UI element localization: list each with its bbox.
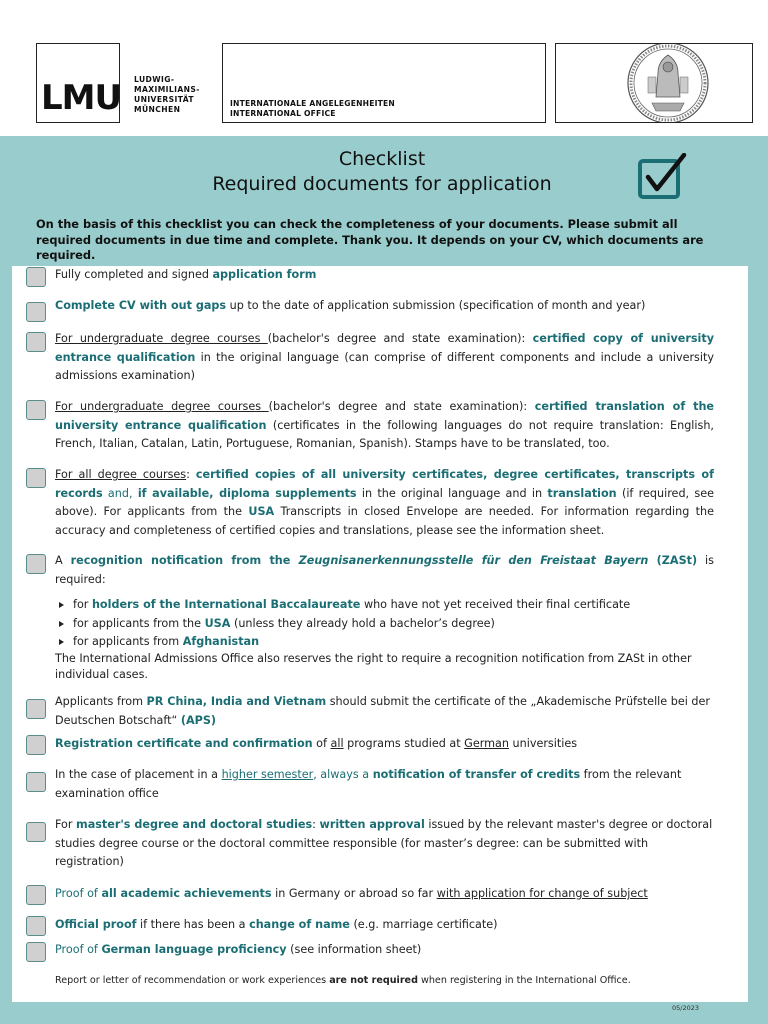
page-subtitle: Required documents for application <box>212 173 552 195</box>
text: (bachelor's degree and state examination): <box>267 332 533 345</box>
office-name-en: INTERNATIONAL OFFICE <box>230 109 336 118</box>
highlight: notification of transfer of credits <box>372 768 581 781</box>
text: (bachelor's degree and state examination): <box>268 400 535 413</box>
highlight: (APS) <box>180 713 217 727</box>
item-text <box>55 885 714 904</box>
text: who have not yet received their final certificate <box>360 598 631 611</box>
highlight: Zeugnisanerkennungsstelle für den Freistaat Bayern <box>298 554 649 567</box>
highlight: recognition notification from the <box>70 554 299 567</box>
highlight: German language proficiency <box>101 943 287 956</box>
list-item <box>55 633 725 652</box>
checkbox[interactable] <box>26 267 46 287</box>
highlight: if available, diploma supplements <box>137 486 357 500</box>
highlight: Afghanistan <box>182 635 260 648</box>
highlight: translation <box>547 486 617 500</box>
zast-note: The International Admissions Office also reserves the right to require a recognition notification from ZASt in other individual cases. <box>55 652 692 681</box>
checkbox[interactable] <box>26 332 46 352</box>
list-item <box>55 615 725 634</box>
highlight: certified copy of university entrance qualification <box>55 332 715 364</box>
lmu-logo-box <box>36 43 120 123</box>
item-text <box>55 330 714 386</box>
text: for applicants from <box>73 635 183 648</box>
office-name-de: INTERNATIONALE ANGELEGENHEITEN <box>230 99 395 108</box>
highlight: certified translation of the university entrance qualification <box>55 400 714 432</box>
text: Applicants from <box>55 695 147 708</box>
checkbox[interactable] <box>26 942 46 962</box>
page-title: Checklist <box>338 148 426 170</box>
university-seal-icon <box>626 43 710 123</box>
zast-bullet-list <box>55 596 725 652</box>
text: Proof of <box>55 943 102 956</box>
text: (see information sheet) <box>286 943 422 956</box>
highlight: Complete CV with out gaps <box>55 299 227 312</box>
text: For all degree courses <box>55 468 187 481</box>
text: A <box>55 554 71 567</box>
item-text <box>55 552 714 589</box>
highlight: change of name <box>249 918 350 931</box>
item-text <box>55 266 714 285</box>
item-text <box>55 297 714 316</box>
checkbox[interactable] <box>26 468 46 488</box>
highlight: PR China, India and Vietnam <box>146 695 327 708</box>
emphasis: are not required <box>329 975 418 986</box>
text: (certificates in the following languages do not require translation: English, French, Italian, Catalan, Latin, Portuguese, Romanian, Spanish). Stamps have to be translated, too. <box>55 418 714 450</box>
text: , always a <box>313 768 373 781</box>
text: (e.g. marriage certificate) <box>349 918 498 931</box>
item-text <box>55 941 714 960</box>
checkbox[interactable] <box>26 554 46 574</box>
checkbox[interactable] <box>26 885 46 905</box>
highlight: written approval <box>319 818 425 831</box>
text: should submit the certificate of the „Akademische Prüfstelle bei der Deutschen Botschaft“ <box>55 695 710 727</box>
office-box <box>222 43 546 123</box>
checkbox[interactable] <box>26 916 46 936</box>
checkbox[interactable] <box>26 699 46 719</box>
checkbox[interactable] <box>26 735 46 755</box>
text: all <box>330 737 344 750</box>
checkbox[interactable] <box>26 772 46 792</box>
text: is required: <box>55 554 714 586</box>
text: from the relevant examination office <box>55 768 682 800</box>
text: up to the date of application submission (specification of month and year) <box>226 299 646 312</box>
university-name-box <box>124 43 218 123</box>
highlight: (ZASt) <box>648 554 698 567</box>
text: For <box>55 818 77 831</box>
intro-text: On the basis of this checklist you can check the completeness of your documents. Please submit all required documents in due time and complete. Thank you. It depends on your CV, which documents are required. <box>36 217 704 262</box>
text: for applicants from the <box>73 616 205 630</box>
item-text <box>55 735 714 754</box>
text: universities <box>508 737 578 750</box>
text: For undergraduate degree courses <box>55 332 268 345</box>
text: German <box>464 737 509 750</box>
text: (unless they already hold a bachelor’s degree) <box>230 616 495 630</box>
seal-box <box>555 43 753 123</box>
document-date: 05/2023 <box>672 1004 700 1012</box>
text: of <box>312 737 331 750</box>
highlight: USA <box>204 616 231 630</box>
text: Transcripts in closed Envelope are needed. For information regarding the accuracy and completeness of certified copies and translations, please see the information sheet. <box>55 505 714 537</box>
page-header <box>0 0 768 136</box>
item-text <box>55 398 714 454</box>
text: For undergraduate degree courses <box>55 400 269 413</box>
text: programs studied at <box>343 737 465 750</box>
item-text <box>55 816 714 872</box>
checked-box-icon <box>638 153 690 201</box>
text: In the case of placement in a <box>55 768 222 781</box>
lmu-logo: LMU <box>41 78 122 118</box>
text: and, <box>102 486 138 500</box>
highlight: Registration certificate and confirmation <box>55 737 313 750</box>
text: if there has been a <box>136 918 250 931</box>
text: in Germany or abroad so far <box>271 887 437 900</box>
item-text <box>55 916 714 935</box>
highlight: Official proof <box>55 918 137 931</box>
highlight: USA <box>248 505 275 518</box>
highlight: certified copies of all university certificates, degree certificates, transcripts of records <box>55 468 714 500</box>
text: when registering in the International Office. <box>417 975 631 986</box>
text: in the original language and in <box>356 486 548 500</box>
checkbox[interactable] <box>26 302 46 322</box>
text: : <box>312 818 320 831</box>
text: Fully completed and signed <box>55 268 213 281</box>
highlight: application form <box>212 268 317 281</box>
text: Proof of <box>55 887 102 900</box>
highlight: master's degree and doctoral studies <box>76 818 313 831</box>
highlight: all academic achievements <box>101 887 272 900</box>
text: (if required, see above). For applicants from the <box>55 486 714 518</box>
item-text <box>55 693 714 730</box>
highlight: holders of the International Baccalaureate <box>91 598 361 611</box>
item-text <box>55 766 714 803</box>
highlight-link: higher semester <box>221 768 314 781</box>
text: in the original language (can comprise of different components and include a university admissions examination) <box>55 350 714 382</box>
checkbox[interactable] <box>26 822 46 842</box>
item-text <box>55 466 714 540</box>
university-name: LUDWIG- MAXIMILIANS- UNIVERSITÄT MÜNCHEN <box>134 75 200 114</box>
text: issued by the relevant master's degree or doctoral studies degree course or the doctoral committee responsible (for master’s degree: can be submitted with registration) <box>55 818 713 868</box>
text: : <box>186 468 196 481</box>
checklist-card <box>12 266 748 1002</box>
text: for <box>73 598 92 611</box>
text: with application for change of subject <box>436 887 648 900</box>
footer-note <box>55 975 631 986</box>
list-item <box>55 596 725 615</box>
text: Report or letter of recommendation or work experiences <box>55 975 330 986</box>
checkbox[interactable] <box>26 400 46 420</box>
